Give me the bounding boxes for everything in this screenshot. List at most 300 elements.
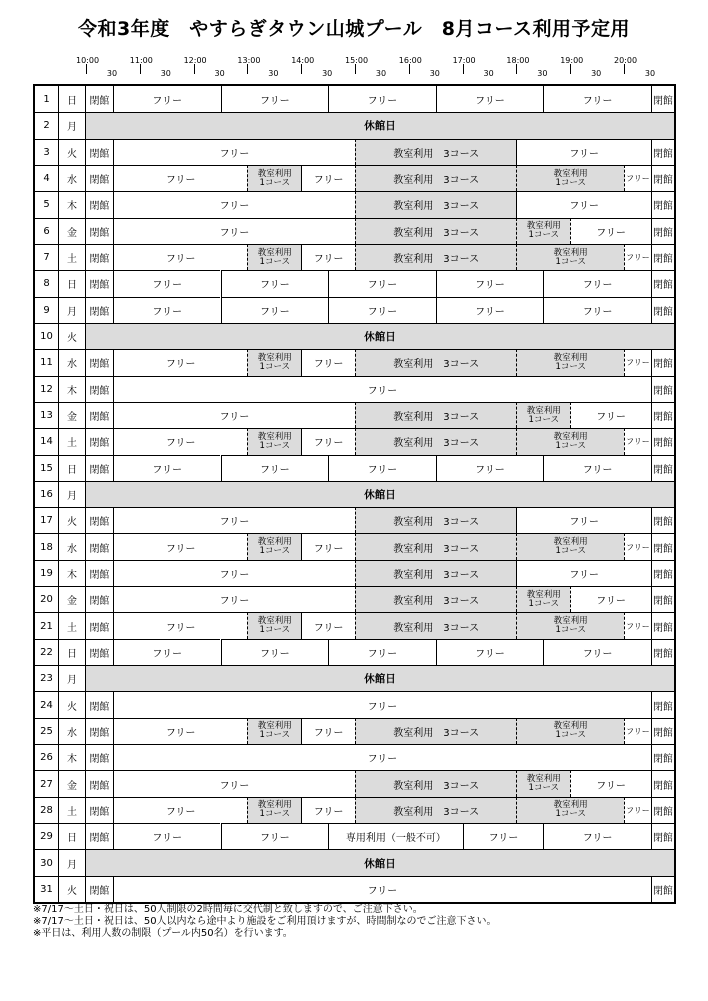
classroom-1-course-slot	[516, 533, 624, 559]
free-slot: フリー	[113, 560, 355, 586]
free-slot: フリー	[113, 639, 221, 665]
free-slot: フリー	[113, 428, 248, 454]
closed-slot: 閉館	[651, 612, 674, 638]
date-cell: 2	[35, 112, 58, 138]
free-slot: フリー	[624, 797, 651, 823]
schedule-row	[35, 455, 674, 481]
free-slot: フリー	[543, 823, 651, 849]
slot-label: 教室利用	[526, 405, 561, 416]
weekday-cell: 火	[58, 139, 85, 165]
schedule-row	[35, 718, 674, 744]
weekday-cell: 火	[58, 691, 85, 717]
free-slot: フリー	[221, 639, 329, 665]
notes	[33, 904, 497, 940]
free-slot: フリー	[624, 718, 651, 744]
weekday-cell: 日	[58, 823, 85, 849]
closed-slot: 閉館	[85, 560, 113, 586]
schedule-row	[35, 402, 674, 428]
closed-slot: 閉館	[85, 86, 113, 112]
classroom-1-course-slot	[516, 218, 570, 244]
half-hour-label: 30	[483, 69, 494, 78]
date-cell: 13	[35, 402, 58, 428]
half-hour-label: 30	[644, 69, 656, 78]
slot-label: 教室利用	[257, 616, 292, 627]
free-slot: フリー	[543, 270, 651, 296]
classroom-1-course-slot	[516, 770, 570, 796]
date-cell: 18	[35, 533, 58, 559]
half-hour-label: 30	[429, 69, 440, 78]
free-slot: フリー	[516, 560, 651, 586]
free-slot: フリー	[113, 165, 248, 191]
classroom-3-course-slot: 教室利用 3コース	[355, 560, 516, 586]
slot-label: 教室利用	[526, 221, 561, 232]
weekday-cell: 水	[58, 165, 85, 191]
closed-slot: 閉館	[85, 797, 113, 823]
classroom-1-course-slot	[247, 349, 301, 375]
slot-label: 教室利用	[257, 352, 292, 363]
weekday-cell: 月	[58, 112, 85, 138]
classroom-3-course-slot: 教室利用 3コース	[355, 770, 516, 796]
free-slot: フリー	[570, 770, 651, 796]
schedule-row	[35, 218, 674, 244]
hour-label: 15:00	[345, 56, 369, 65]
weekday-cell: 水	[58, 533, 85, 559]
schedule-row	[35, 349, 674, 375]
free-slot: フリー	[570, 218, 651, 244]
date-cell: 8	[35, 270, 58, 296]
hour-tick	[409, 64, 410, 74]
weekday-cell: 日	[58, 639, 85, 665]
free-slot: フリー	[516, 191, 651, 217]
free-slot: フリー	[113, 218, 355, 244]
closed-slot: 閉館	[85, 402, 113, 428]
classroom-3-course-slot: 教室利用 3コース	[355, 139, 516, 165]
half-hour-label: 30	[537, 69, 548, 78]
holiday-slot: 休館日	[85, 481, 674, 507]
schedule-row	[35, 112, 674, 138]
slot-label: 1コース	[259, 256, 291, 267]
free-slot: フリー	[328, 86, 436, 112]
classroom-1-course-slot	[516, 402, 570, 428]
hour-tick	[247, 64, 248, 74]
closed-slot: 閉館	[651, 876, 674, 902]
hour-tick	[301, 64, 302, 74]
slot-label: 1コース	[259, 440, 291, 451]
half-hour-label: 30	[591, 69, 602, 78]
free-slot: フリー	[301, 612, 355, 638]
date-cell: 3	[35, 139, 58, 165]
slot-label: 教室利用	[553, 431, 588, 442]
classroom-3-course-slot: 教室利用 3コース	[355, 612, 516, 638]
hour-tick	[516, 64, 517, 74]
hour-tick	[624, 64, 625, 74]
date-cell: 23	[35, 665, 58, 691]
slot-label: 1コース	[555, 625, 586, 636]
date-cell: 10	[35, 323, 58, 349]
date-cell: 11	[35, 349, 58, 375]
closed-slot: 閉館	[85, 823, 113, 849]
closed-slot: 閉館	[651, 560, 674, 586]
classroom-1-course-slot	[516, 718, 624, 744]
half-hour-label: 30	[268, 69, 279, 78]
date-cell: 24	[35, 691, 58, 717]
closed-slot: 閉館	[85, 244, 113, 270]
date-cell: 31	[35, 876, 58, 902]
slot-label: 教室利用	[553, 352, 588, 363]
free-slot: フリー	[436, 270, 544, 296]
free-slot: フリー	[436, 639, 544, 665]
classroom-1-course-slot	[516, 165, 624, 191]
schedule-row	[35, 797, 674, 823]
schedule-row	[35, 665, 674, 691]
hour-tick	[570, 64, 571, 74]
note-line: ※7/17～土日・祝日は、50人制限の2時間毎に交代制と致しますので、ご注意下さい。	[33, 904, 423, 915]
free-slot: フリー	[301, 797, 355, 823]
exclusive-use-slot: 専用利用（一般不可）	[328, 823, 463, 849]
slot-label: 1コース	[259, 361, 291, 372]
slot-label: 1コース	[555, 546, 586, 557]
date-cell: 28	[35, 797, 58, 823]
weekday-cell: 金	[58, 586, 85, 612]
closed-slot: 閉館	[651, 428, 674, 454]
closed-slot: 閉館	[85, 876, 113, 902]
classroom-3-course-slot: 教室利用 3コース	[355, 533, 516, 559]
free-slot: フリー	[113, 270, 221, 296]
free-slot: フリー	[328, 639, 436, 665]
date-cell: 7	[35, 244, 58, 270]
hour-tick	[140, 64, 141, 74]
free-slot: フリー	[543, 86, 651, 112]
slot-label: 1コース	[528, 598, 560, 609]
classroom-3-course-slot: 教室利用 3コース	[355, 244, 516, 270]
date-cell: 4	[35, 165, 58, 191]
slot-label: 1コース	[528, 414, 560, 425]
half-hour-label: 30	[322, 69, 333, 78]
schedule-row	[35, 376, 674, 402]
schedule-row	[35, 639, 674, 665]
closed-slot: 閉館	[651, 507, 674, 533]
slot-label: 1コース	[555, 730, 586, 741]
weekday-cell: 木	[58, 191, 85, 217]
slot-label: 教室利用	[257, 721, 292, 732]
free-slot: フリー	[624, 533, 651, 559]
classroom-3-course-slot: 教室利用 3コース	[355, 507, 516, 533]
free-slot: フリー	[221, 86, 329, 112]
slot-label: 教室利用	[526, 774, 561, 785]
free-slot: フリー	[113, 876, 651, 902]
schedule-row	[35, 191, 674, 217]
classroom-1-course-slot	[516, 797, 624, 823]
hour-label: 19:00	[560, 56, 584, 65]
weekday-cell: 木	[58, 560, 85, 586]
free-slot: フリー	[113, 612, 248, 638]
schedule-row	[35, 691, 674, 717]
slot-label: 教室利用	[553, 247, 588, 258]
schedule-row	[35, 86, 674, 112]
free-slot: フリー	[624, 612, 651, 638]
closed-slot: 閉館	[651, 718, 674, 744]
closed-slot: 閉館	[651, 823, 674, 849]
classroom-1-course-slot	[516, 586, 570, 612]
free-slot: フリー	[113, 455, 221, 481]
weekday-cell: 木	[58, 376, 85, 402]
slot-label: 教室利用	[257, 247, 292, 258]
free-slot: フリー	[113, 718, 248, 744]
classroom-1-course-slot	[247, 244, 301, 270]
closed-slot: 閉館	[85, 218, 113, 244]
classroom-3-course-slot: 教室利用 3コース	[355, 718, 516, 744]
closed-slot: 閉館	[85, 428, 113, 454]
weekday-cell: 土	[58, 428, 85, 454]
free-slot: フリー	[113, 402, 355, 428]
weekday-cell: 日	[58, 270, 85, 296]
weekday-cell: 木	[58, 744, 85, 770]
free-slot: フリー	[221, 823, 329, 849]
weekday-cell: 月	[58, 849, 85, 875]
free-slot: フリー	[543, 639, 651, 665]
hour-tick	[86, 64, 87, 74]
closed-slot: 閉館	[651, 744, 674, 770]
schedule-row	[35, 139, 674, 165]
slot-label: 1コース	[528, 783, 560, 794]
slot-label: 教室利用	[257, 168, 292, 179]
schedule-row	[35, 770, 674, 796]
classroom-1-course-slot	[516, 349, 624, 375]
half-hour-label: 30	[375, 69, 387, 78]
classroom-1-course-slot	[516, 612, 624, 638]
schedule-row	[35, 165, 674, 191]
free-slot: フリー	[113, 744, 651, 770]
holiday-slot: 休館日	[85, 849, 674, 875]
closed-slot: 閉館	[651, 139, 674, 165]
free-slot: フリー	[113, 349, 248, 375]
hour-label: 14:00	[291, 56, 315, 65]
classroom-3-course-slot: 教室利用 3コース	[355, 165, 516, 191]
hour-label: 10:00	[76, 56, 100, 65]
slot-label: 1コース	[259, 625, 291, 636]
note-line: ※7/17～土日・祝日は、50人以内なら途中より施設をご利用頂けますが、時間制なのでご注意下さい。	[33, 916, 497, 927]
free-slot: フリー	[113, 376, 651, 402]
schedule-row	[35, 323, 674, 349]
schedule-row	[35, 507, 674, 533]
free-slot: フリー	[301, 428, 355, 454]
hour-label: 17:00	[452, 56, 476, 65]
classroom-3-course-slot: 教室利用 3コース	[355, 402, 516, 428]
slot-label: 教室利用	[553, 537, 588, 548]
half-hour-label: 30	[106, 69, 118, 78]
date-cell: 12	[35, 376, 58, 402]
free-slot: フリー	[113, 297, 221, 323]
date-cell: 29	[35, 823, 58, 849]
weekday-cell: 火	[58, 507, 85, 533]
schedule-row	[35, 586, 674, 612]
free-slot: フリー	[516, 139, 651, 165]
classroom-1-course-slot	[516, 428, 624, 454]
closed-slot: 閉館	[651, 191, 674, 217]
free-slot: フリー	[516, 507, 651, 533]
weekday-cell: 土	[58, 797, 85, 823]
date-cell: 5	[35, 191, 58, 217]
free-slot: フリー	[328, 270, 436, 296]
free-slot: フリー	[113, 586, 355, 612]
slot-label: 教室利用	[553, 616, 588, 627]
closed-slot: 閉館	[85, 586, 113, 612]
free-slot: フリー	[570, 586, 651, 612]
slot-label: 1コース	[555, 440, 586, 451]
closed-slot: 閉館	[85, 139, 113, 165]
closed-slot: 閉館	[651, 86, 674, 112]
schedule-row	[35, 823, 674, 849]
free-slot: フリー	[113, 823, 221, 849]
closed-slot: 閉館	[85, 165, 113, 191]
holiday-slot: 休館日	[85, 665, 674, 691]
closed-slot: 閉館	[85, 533, 113, 559]
closed-slot: 閉館	[651, 797, 674, 823]
schedule-row	[35, 560, 674, 586]
classroom-3-course-slot: 教室利用 3コース	[355, 586, 516, 612]
free-slot: フリー	[113, 191, 355, 217]
hour-tick	[463, 64, 464, 74]
slot-label: 教室利用	[553, 800, 588, 811]
weekday-cell: 火	[58, 323, 85, 349]
classroom-3-course-slot: 教室利用 3コース	[355, 428, 516, 454]
free-slot: フリー	[301, 533, 355, 559]
slot-label: 1コース	[528, 230, 560, 241]
closed-slot: 閉館	[651, 297, 674, 323]
free-slot: フリー	[543, 455, 651, 481]
page-title: 令和3年度 やすらぎタウン山城プール 8月コース利用予定用	[77, 18, 631, 40]
schedule-row	[35, 244, 674, 270]
weekday-cell: 日	[58, 455, 85, 481]
weekday-cell: 日	[58, 86, 85, 112]
weekday-cell: 金	[58, 770, 85, 796]
closed-slot: 閉館	[651, 376, 674, 402]
closed-slot: 閉館	[651, 402, 674, 428]
closed-slot: 閉館	[651, 586, 674, 612]
slot-label: 教室利用	[526, 589, 561, 600]
date-cell: 1	[43, 93, 50, 105]
holiday-slot: 休館日	[85, 323, 674, 349]
slot-label: 教室利用	[257, 431, 292, 442]
hour-label: 18:00	[506, 56, 530, 65]
weekday-cell: 火	[58, 876, 85, 902]
schedule-row	[35, 876, 674, 902]
closed-slot: 閉館	[85, 191, 113, 217]
schedule-row	[35, 744, 674, 770]
date-cell: 6	[35, 218, 58, 244]
free-slot: フリー	[113, 507, 355, 533]
date-cell: 22	[35, 639, 58, 665]
slot-label: 1コース	[259, 546, 291, 557]
free-slot: フリー	[301, 244, 355, 270]
classroom-3-course-slot: 教室利用 3コース	[355, 191, 516, 217]
free-slot: フリー	[221, 270, 329, 296]
closed-slot: 閉館	[651, 691, 674, 717]
schedule-row	[35, 428, 674, 454]
date-cell: 19	[35, 560, 58, 586]
schedule-row	[35, 533, 674, 559]
slot-label: 教室利用	[257, 800, 292, 811]
classroom-1-course-slot	[247, 165, 301, 191]
slot-label: 1コース	[555, 809, 586, 820]
classroom-1-course-slot	[247, 797, 301, 823]
date-cell: 16	[35, 481, 58, 507]
free-slot: フリー	[624, 428, 651, 454]
free-slot: フリー	[301, 718, 355, 744]
free-slot: フリー	[113, 86, 221, 112]
weekday-cell: 水	[58, 349, 85, 375]
slot-label: 教室利用	[553, 721, 588, 732]
closed-slot: 閉館	[651, 165, 674, 191]
free-slot: フリー	[221, 297, 329, 323]
closed-slot: 閉館	[651, 639, 674, 665]
closed-slot: 閉館	[85, 349, 113, 375]
classroom-1-course-slot	[247, 718, 301, 744]
hour-tick	[355, 64, 356, 74]
closed-slot: 閉館	[85, 718, 113, 744]
hour-label: 13:00	[237, 56, 261, 65]
classroom-1-course-slot	[247, 612, 301, 638]
free-slot: フリー	[301, 165, 355, 191]
free-slot: フリー	[436, 455, 544, 481]
free-slot: フリー	[221, 455, 329, 481]
free-slot: フリー	[113, 244, 248, 270]
free-slot: フリー	[113, 770, 355, 796]
closed-slot: 閉館	[85, 297, 113, 323]
slot-label: 1コース	[259, 177, 291, 188]
classroom-1-course-slot	[516, 244, 624, 270]
date-cell: 26	[35, 744, 58, 770]
schedule-row	[35, 270, 674, 296]
free-slot: フリー	[624, 244, 651, 270]
classroom-1-course-slot	[247, 428, 301, 454]
date-cell: 9	[35, 297, 58, 323]
closed-slot: 閉館	[651, 455, 674, 481]
closed-slot: 閉館	[651, 244, 674, 270]
date-cell: 17	[35, 507, 58, 533]
slot-label: 1コース	[555, 361, 586, 372]
date-cell: 25	[35, 718, 58, 744]
weekday-cell: 水	[58, 718, 85, 744]
holiday-slot: 休館日	[85, 112, 674, 138]
free-slot: フリー	[624, 165, 651, 191]
hour-label: 12:00	[183, 56, 207, 65]
schedule-table	[33, 84, 676, 904]
closed-slot: 閉館	[651, 533, 674, 559]
schedule-row	[35, 481, 674, 507]
slot-label: 教室利用	[553, 168, 588, 179]
closed-slot: 閉館	[85, 270, 113, 296]
weekday-cell: 月	[58, 665, 85, 691]
free-slot: フリー	[113, 533, 248, 559]
free-slot: フリー	[301, 349, 355, 375]
schedule-row	[35, 612, 674, 638]
slot-label: 1コース	[555, 256, 586, 267]
weekday-cell: 月	[58, 297, 85, 323]
slot-label: 1コース	[259, 809, 291, 820]
free-slot: フリー	[463, 823, 544, 849]
closed-slot: 閉館	[85, 691, 113, 717]
closed-slot: 閉館	[85, 507, 113, 533]
weekday-cell: 土	[58, 612, 85, 638]
free-slot: フリー	[328, 297, 436, 323]
slot-label: 1コース	[555, 177, 586, 188]
free-slot: フリー	[624, 349, 651, 375]
date-cell: 30	[35, 849, 58, 875]
weekday-cell: 金	[58, 402, 85, 428]
classroom-1-course-slot	[247, 533, 301, 559]
closed-slot: 閉館	[651, 218, 674, 244]
